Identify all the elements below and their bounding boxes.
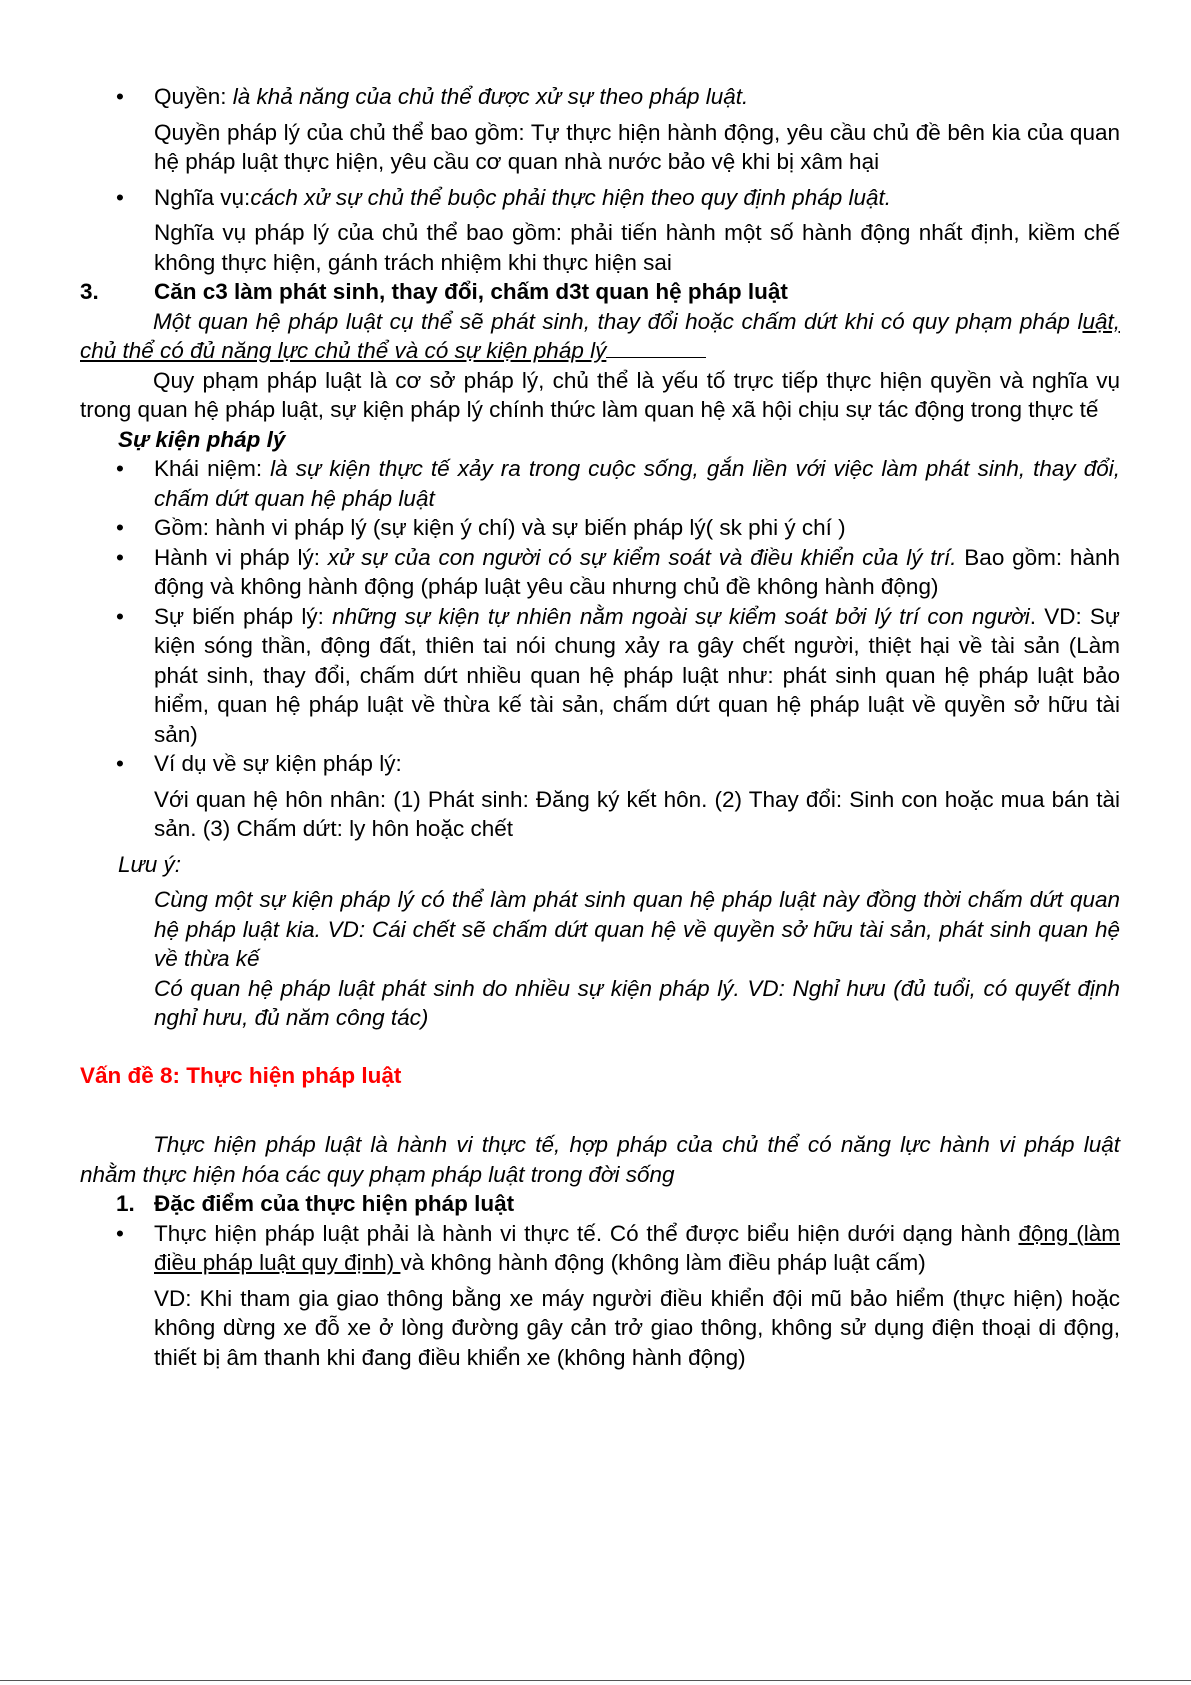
legal-act-label: Hành vi pháp lý:: [154, 544, 328, 570]
point-1-part-a: Thực hiện pháp luật phải là hành vi thực tế. Có thể được biểu hiện dưới dạng hành: [154, 1220, 1019, 1246]
issue-8-example: VD: Khi tham gia giao thông bằng xe máy người điều khiển đội mũ bảo hiểm (thực hiện) hoặc không dừng xe đỗ xe ở lòng đường gây cản trở giao thông, không sử dụng điện thoại di động, thiết bị âm thanh khi đang điều khiển xe (không hành động): [154, 1285, 1120, 1370]
includes-bullet: [80, 513, 1120, 543]
legal-act-definition: xử sự của con người có sự kiểm soát và điều khiển của lý trí.: [327, 544, 957, 570]
concept-label: Khái niệm:: [154, 456, 271, 481]
document-page: [80, 82, 1120, 1372]
section-3-body: Quy phạm pháp luật là cơ sở pháp lý, chủ thể là yếu tố trực tiếp thực hiện quyền và nghĩa vụ trong quan hệ pháp luật, sự kiện pháp lý chính thức làm quan hệ xã hội chịu sự tác động trong thực tế: [80, 367, 1120, 422]
issue-8-title: Vấn đề 8: Thực hiện pháp luật: [80, 1062, 402, 1088]
issue-8-point-1: [80, 1219, 1120, 1278]
section-3-intro-underlined: uật, chủ thể có đủ năng lực chủ thể và có sự kiện pháp lý: [80, 308, 1120, 363]
issue-8-subheading: [80, 1189, 1120, 1219]
example-text: Với quan hệ hôn nhân: (1) Phát sinh: Đăng ký kết hôn. (2) Thay đổi: Sinh con hoặc mua bán tài sản. (3) Chấm dứt: ly hôn hoặc chết: [154, 786, 1120, 841]
bullet-icon: •: [116, 184, 124, 210]
issue-8-sub-title: Đặc điểm của thực hiện pháp luật: [154, 1191, 515, 1216]
rights-definition: là khả năng của chủ thể được xử sự theo pháp luật.: [232, 84, 749, 109]
legal-occurrence-bullet: [80, 602, 1120, 750]
example-bullet: [80, 749, 1120, 779]
legal-occurrence-definition: những sự kiện tự nhiên nằm ngoài sự kiểm soát bởi lý trí con người: [332, 603, 1030, 629]
concept-bullet: [80, 454, 1120, 513]
example-label: Ví dụ về sự kiện pháp lý:: [154, 751, 402, 776]
issue-8-definition: Thực hiện pháp luật là hành vi thực tế, hợp pháp của chủ thể có năng lực hành vi pháp luật nhằm thực hiện hóa các quy phạm pháp luật trong đời sống: [80, 1132, 1120, 1187]
note-para-2: Có quan hệ pháp luật phát sinh do nhiều sự kiện pháp lý. VD: Nghỉ hưu (đủ tuổi, có quyết định nghỉ hưu, đủ năm công tác): [154, 975, 1120, 1030]
rights-detail: Quyền pháp lý của chủ thể bao gồm: Tự thực hiện hành động, yêu cầu chủ đề bên kia của quan hệ pháp luật thực hiện, yêu cầu cơ quan nhà nước bảo vệ khi bị xâm hại: [154, 119, 1120, 174]
underline-rule: [606, 356, 706, 358]
obligations-bullet: [80, 183, 1120, 213]
bullet-icon: •: [116, 1220, 124, 1246]
legal-events-title: Sự kiện pháp lý: [118, 426, 286, 452]
section-3-number: 3.: [80, 279, 99, 304]
bullet-icon: •: [116, 456, 124, 481]
page-bottom-rule: [0, 1680, 1191, 1681]
section-3-heading: [80, 277, 1120, 307]
legal-occurrence-rest: . VD: Sự kiện sóng thần, động đất, thiên tai nói chung xảy ra gây chết người, thiệt hại về tài sản (Làm phát sinh, thay đổi, chấm dứt nhiều quan hệ pháp luật như: phát sinh quan hệ pháp luật bảo hiểm, quan hệ pháp luật về thừa kế tài sản, chấm dứt quan hệ pháp luật về quyền sở hữu tài sản): [154, 603, 1120, 747]
legal-act-rest: Bao gồm: hành động và không hành động (pháp luật yêu cầu nhưng chủ đề không hành động): [154, 544, 1120, 599]
note-para-1: Cùng một sự kiện pháp lý có thể làm phát sinh quan hệ pháp luật này đồng thời chấm dứt quan hệ pháp luật kia. VD: Cái chết sẽ chấm dứt quan hệ về quyền sở hữu tài sản, phát sinh quan hệ về thừa kế: [154, 887, 1120, 971]
bullet-icon: •: [116, 84, 124, 109]
point-1-part-c: và không hành động (không làm điều pháp luật cấm): [400, 1250, 926, 1275]
rights-bullet: [80, 82, 1120, 112]
rights-label: Quyền:: [154, 84, 233, 109]
section-3-intro-part1: Một quan hệ pháp luật cụ thể sẽ phát sinh, thay đổi hoặc chấm dứt khi có quy phạm pháp l: [153, 308, 1083, 334]
bullet-icon: •: [116, 751, 124, 776]
legal-act-bullet: [80, 543, 1120, 602]
bullet-icon: •: [116, 544, 124, 570]
legal-occurrence-label: Sự biến pháp lý:: [154, 603, 333, 629]
concept-text: là sự kiện thực tế xảy ra trong cuộc sống, gắn liền với việc làm phát sinh, thay đổi, chấm dứt quan hệ pháp luật: [154, 456, 1120, 511]
note-label: Lưu ý:: [118, 851, 182, 877]
bullet-icon: •: [116, 603, 124, 629]
section-3-title: Căn c3 làm phát sinh, thay đổi, chấm d3t quan hệ pháp luật: [154, 279, 788, 304]
obligations-label: Nghĩa vụ:: [154, 184, 251, 210]
issue-8-sub-number: 1.: [116, 1191, 135, 1216]
obligations-detail: Nghĩa vụ pháp lý của chủ thể bao gồm: phải tiến hành một số hành động nhất định, kiềm chế không thực hiện, gánh trách nhiệm khi thực hiện sai: [154, 220, 1120, 275]
includes-text: Gồm: hành vi pháp lý (sự kiện ý chí) và sự biến pháp lý( sk phi ý chí ): [154, 515, 846, 540]
section-3-intro: [80, 307, 1120, 366]
obligations-definition: cách xử sự chủ thể buộc phải thực hiện theo quy định pháp luật.: [250, 184, 892, 210]
bullet-icon: •: [116, 515, 124, 540]
point-1-underlined: động (làm điều pháp luật quy định): [154, 1220, 1120, 1275]
